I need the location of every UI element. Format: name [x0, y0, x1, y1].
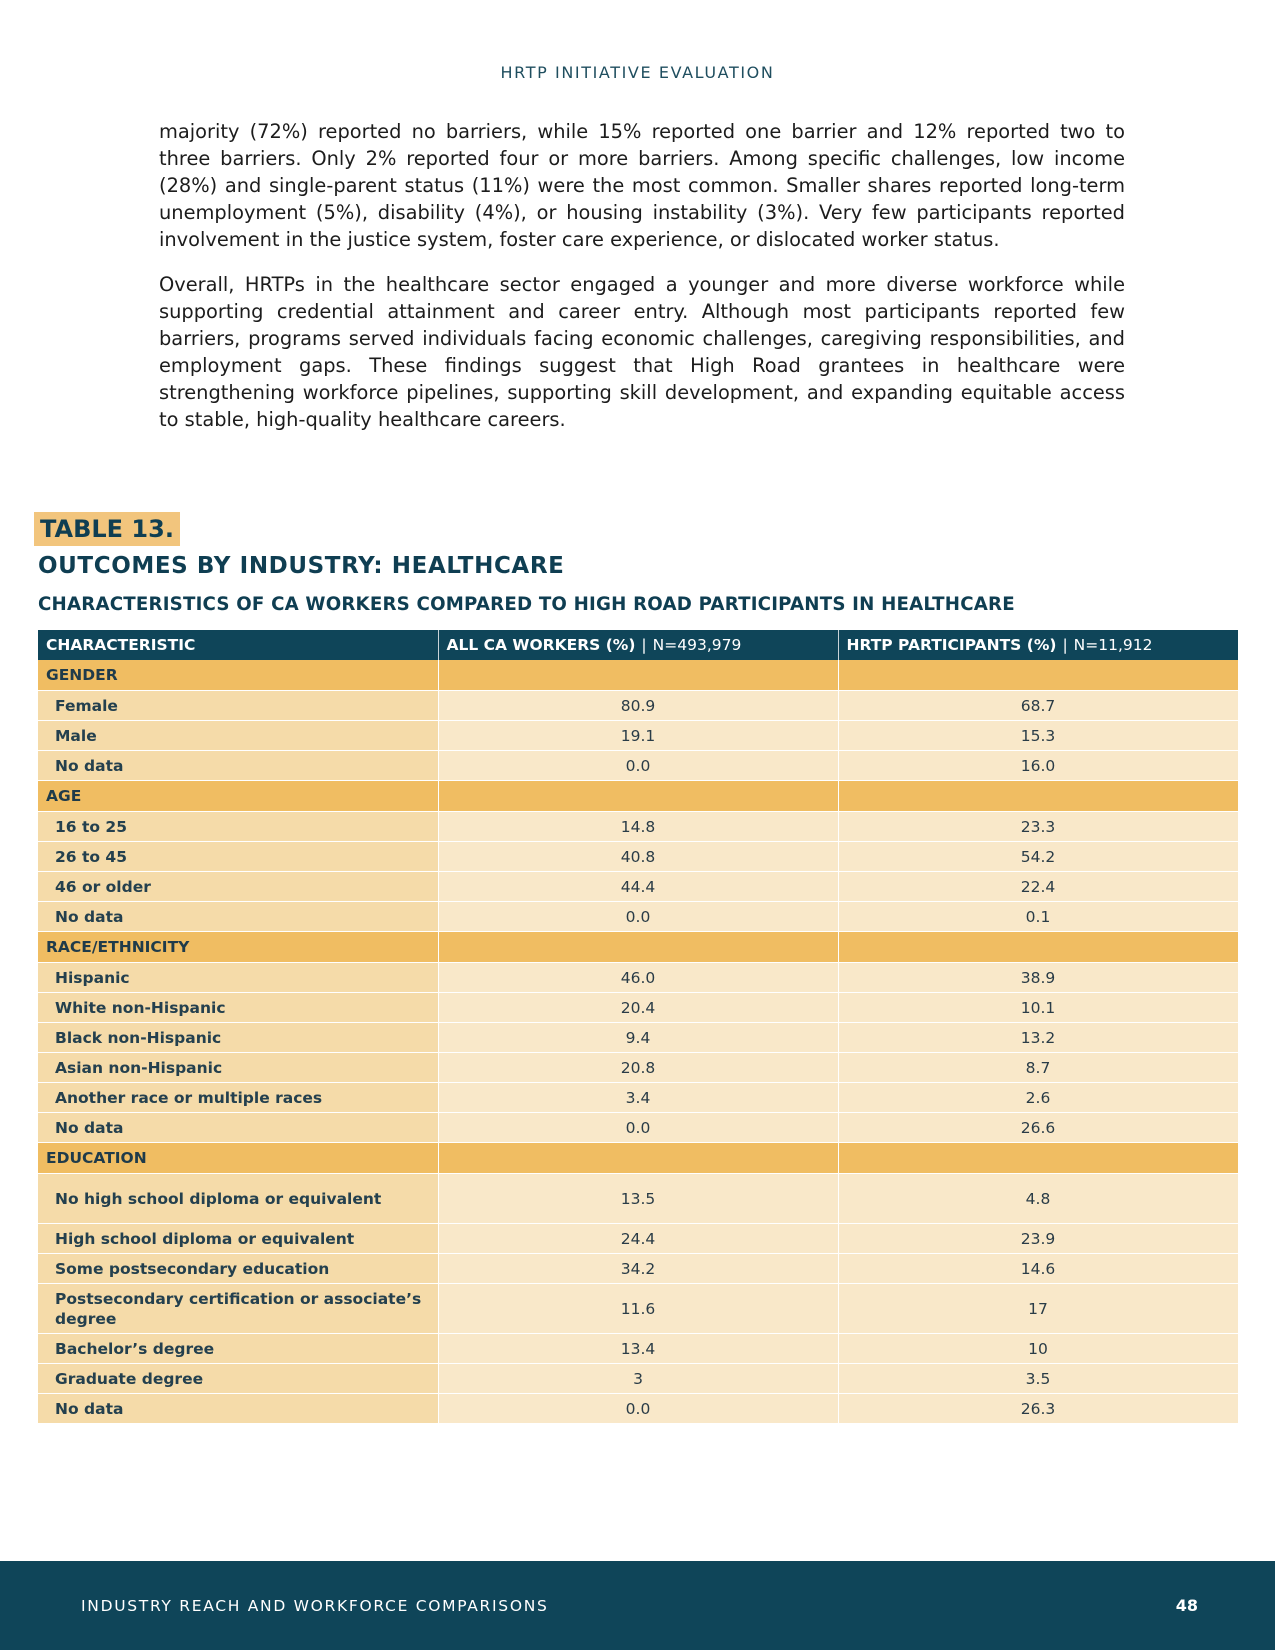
section-row-gender	[38, 660, 1238, 691]
ca-workers-value: 34.2	[438, 1254, 838, 1284]
page-number: 48	[1175, 1596, 1198, 1615]
column-header-ca-workers-n: N=493,979	[652, 636, 742, 654]
column-header-hrtp-n: N=11,912	[1073, 636, 1153, 654]
hrtp-value: 0.1	[838, 902, 1238, 932]
hrtp-value: 26.3	[838, 1394, 1238, 1424]
column-header-hrtp-label: HRTP PARTICIPANTS (%)	[846, 636, 1057, 654]
section-label: AGE	[38, 781, 438, 812]
table-row	[38, 1113, 1238, 1143]
ca-workers-value: 40.8	[438, 842, 838, 872]
table-row	[38, 812, 1238, 842]
hrtp-value: 10	[838, 1334, 1238, 1364]
row-label: 46 or older	[38, 872, 438, 902]
table-header-row	[38, 630, 1238, 660]
table-row	[38, 1334, 1238, 1364]
table-row	[38, 1174, 1238, 1224]
table-row	[38, 1053, 1238, 1083]
page-footer	[0, 1561, 1275, 1650]
table-row	[38, 751, 1238, 781]
hrtp-value: 3.5	[838, 1364, 1238, 1394]
table-row	[38, 1224, 1238, 1254]
hrtp-value: 13.2	[838, 1023, 1238, 1053]
hrtp-value: 2.6	[838, 1083, 1238, 1113]
ca-workers-value: 11.6	[438, 1284, 838, 1334]
table-row	[38, 1023, 1238, 1053]
column-header-hrtp	[838, 630, 1238, 660]
row-label: 16 to 25	[38, 812, 438, 842]
table-subtitle: CHARACTERISTICS OF CA WORKERS COMPARED TO HIGH ROAD PARTICIPANTS IN HEALTHCARE	[38, 594, 1015, 615]
table-row	[38, 963, 1238, 993]
footer-section-title: INDUSTRY REACH AND WORKFORCE COMPARISONS	[81, 1597, 549, 1615]
hrtp-value: 4.8	[838, 1174, 1238, 1224]
ca-workers-value: 13.4	[438, 1334, 838, 1364]
row-label: Hispanic	[38, 963, 438, 993]
column-header-separator: |	[641, 636, 647, 654]
row-label: No data	[38, 1113, 438, 1143]
hrtp-value: 68.7	[838, 691, 1238, 721]
section-row-age	[38, 781, 1238, 812]
column-header-separator: |	[1062, 636, 1068, 654]
hrtp-value: 26.6	[838, 1113, 1238, 1143]
hrtp-value: 16.0	[838, 751, 1238, 781]
ca-workers-value: 44.4	[438, 872, 838, 902]
ca-workers-value: 0.0	[438, 1394, 838, 1424]
section-label: EDUCATION	[38, 1143, 438, 1174]
ca-workers-value: 3.4	[438, 1083, 838, 1113]
table-row	[38, 721, 1238, 751]
row-label: Asian non-Hispanic	[38, 1053, 438, 1083]
row-label: No data	[38, 751, 438, 781]
row-label: Another race or multiple races	[38, 1083, 438, 1113]
hrtp-value: 14.6	[838, 1254, 1238, 1284]
table-row	[38, 1394, 1238, 1424]
row-label: 26 to 45	[38, 842, 438, 872]
running-header: HRTP INITIATIVE EVALUATION	[500, 63, 775, 82]
ca-workers-value: 0.0	[438, 1113, 838, 1143]
table-number-badge: TABLE 13.	[34, 512, 180, 546]
hrtp-value: 23.9	[838, 1224, 1238, 1254]
row-label: No data	[38, 902, 438, 932]
ca-workers-value: 24.4	[438, 1224, 838, 1254]
column-header-ca-workers	[438, 630, 838, 660]
table-row	[38, 842, 1238, 872]
ca-workers-value: 13.5	[438, 1174, 838, 1224]
ca-workers-value: 0.0	[438, 751, 838, 781]
body-text	[159, 118, 1125, 451]
hrtp-value: 23.3	[838, 812, 1238, 842]
ca-workers-value: 0.0	[438, 902, 838, 932]
table-row	[38, 872, 1238, 902]
hrtp-value: 15.3	[838, 721, 1238, 751]
ca-workers-value: 20.8	[438, 1053, 838, 1083]
paragraph-summary: Overall, HRTPs in the healthcare sector engaged a younger and more diverse workforce while supporting credential attainment and career entry. Although most participants reported few barriers, programs served individuals facing economic challenges, caregiving responsibilities, and employment gaps. These findings suggest that High Road grantees in healthcare were strengthening workforce pipelines, supporting skill development, and expanding equitable access to stable, high-quality healthcare careers.	[159, 273, 1125, 431]
row-label: Postsecondary certification or associate’s degree	[38, 1284, 438, 1334]
row-label: Some postsecondary education	[38, 1254, 438, 1284]
table-row	[38, 1284, 1238, 1334]
table-row	[38, 1364, 1238, 1394]
ca-workers-value: 3	[438, 1364, 838, 1394]
row-label: Male	[38, 721, 438, 751]
paragraph-barriers: majority (72%) reported no barriers, while 15% reported one barrier and 12% reported two to three barriers. Only 2% reported four or more barriers. Among specific challenges, low income (28%) and single-parent status (11%) were the most common. Smaller shares reported long-term unemployment (5%), disability (4%), or housing instability (3%). Very few participants reported involvement in the justice system, foster care experience, or dislocated worker status.	[159, 120, 1125, 251]
ca-workers-value: 46.0	[438, 963, 838, 993]
hrtp-value: 38.9	[838, 963, 1238, 993]
table-row	[38, 691, 1238, 721]
section-label: RACE/ETHNICITY	[38, 932, 438, 963]
section-row-education	[38, 1143, 1238, 1174]
row-label: Bachelor’s degree	[38, 1334, 438, 1364]
row-label: No high school diploma or equivalent	[38, 1174, 438, 1224]
characteristics-table	[38, 630, 1239, 1424]
row-label: High school diploma or equivalent	[38, 1224, 438, 1254]
table-title: OUTCOMES BY INDUSTRY: HEALTHCARE	[38, 553, 565, 579]
ca-workers-value: 19.1	[438, 721, 838, 751]
ca-workers-value: 9.4	[438, 1023, 838, 1053]
row-label: No data	[38, 1394, 438, 1424]
row-label: Female	[38, 691, 438, 721]
section-row-race-ethnicity	[38, 932, 1238, 963]
row-label: White non-Hispanic	[38, 993, 438, 1023]
column-header-characteristic: CHARACTERISTIC	[38, 630, 438, 660]
table-row	[38, 1083, 1238, 1113]
table-row	[38, 1254, 1238, 1284]
table-row	[38, 902, 1238, 932]
hrtp-value: 22.4	[838, 872, 1238, 902]
ca-workers-value: 80.9	[438, 691, 838, 721]
section-label: GENDER	[38, 660, 438, 691]
hrtp-value: 17	[838, 1284, 1238, 1334]
column-header-ca-workers-label: ALL CA WORKERS (%)	[446, 636, 636, 654]
table-row	[38, 993, 1238, 1023]
ca-workers-value: 20.4	[438, 993, 838, 1023]
hrtp-value: 10.1	[838, 993, 1238, 1023]
ca-workers-value: 14.8	[438, 812, 838, 842]
row-label: Black non-Hispanic	[38, 1023, 438, 1053]
row-label: Graduate degree	[38, 1364, 438, 1394]
hrtp-value: 8.7	[838, 1053, 1238, 1083]
hrtp-value: 54.2	[838, 842, 1238, 872]
